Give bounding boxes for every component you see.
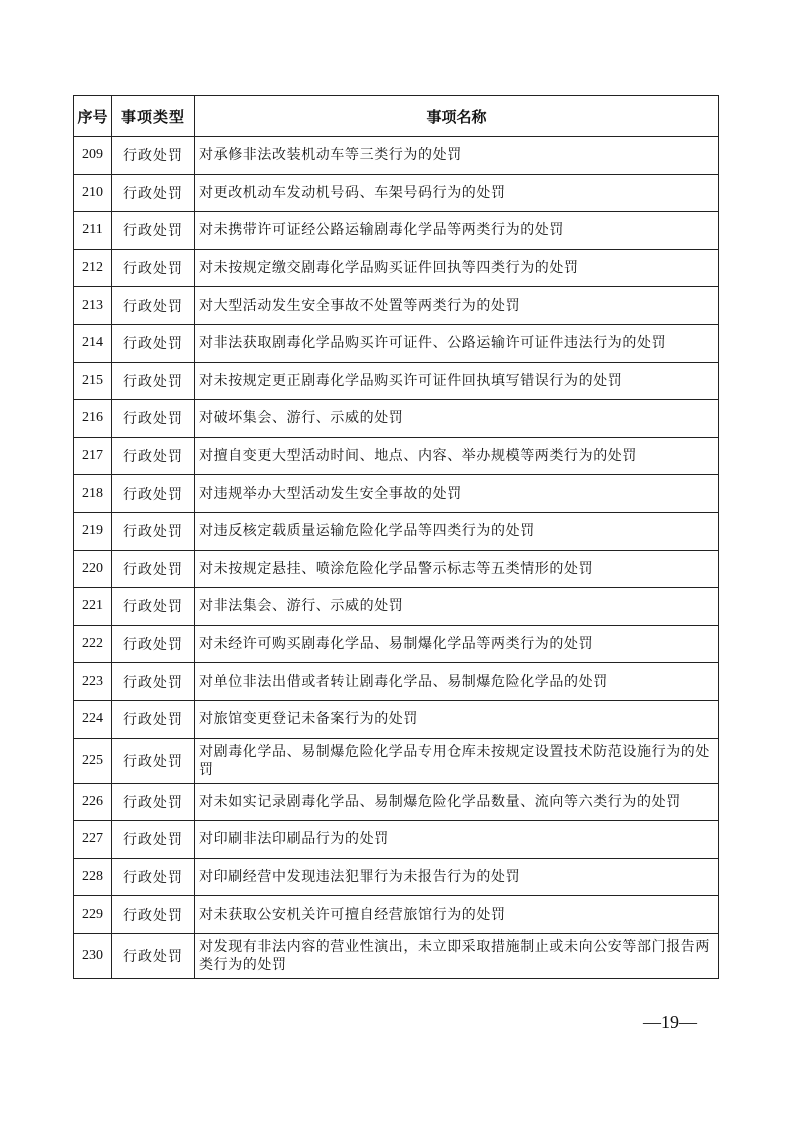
table-row bbox=[74, 212, 719, 250]
table-row bbox=[74, 933, 719, 978]
table-row bbox=[74, 783, 719, 821]
cell-type: 行政处罚 bbox=[112, 550, 195, 588]
cell-type: 行政处罚 bbox=[112, 896, 195, 934]
cell-name: 对违反核定载质量运输危险化学品等四类行为的处罚 bbox=[195, 512, 719, 550]
cell-type: 行政处罚 bbox=[112, 475, 195, 513]
cell-no: 230 bbox=[74, 933, 112, 978]
cell-name: 对未按规定缴交剧毒化学品购买证件回执等四类行为的处罚 bbox=[195, 249, 719, 287]
table-row bbox=[74, 821, 719, 859]
cell-name: 对未经许可购买剧毒化学品、易制爆化学品等两类行为的处罚 bbox=[195, 625, 719, 663]
table-row bbox=[74, 475, 719, 513]
cell-no: 227 bbox=[74, 821, 112, 859]
table-row bbox=[74, 174, 719, 212]
table-row bbox=[74, 400, 719, 438]
cell-no: 228 bbox=[74, 858, 112, 896]
table-header-row bbox=[74, 96, 719, 137]
cell-name: 对单位非法出借或者转让剧毒化学品、易制爆危险化学品的处罚 bbox=[195, 663, 719, 701]
cell-no: 209 bbox=[74, 137, 112, 175]
table-row bbox=[74, 588, 719, 626]
cell-name: 对印刷非法印刷品行为的处罚 bbox=[195, 821, 719, 859]
cell-type: 行政处罚 bbox=[112, 437, 195, 475]
cell-type: 行政处罚 bbox=[112, 287, 195, 325]
cell-name: 对印刷经营中发现违法犯罪行为未报告行为的处罚 bbox=[195, 858, 719, 896]
table-row bbox=[74, 700, 719, 738]
cell-no: 218 bbox=[74, 475, 112, 513]
table-row bbox=[74, 137, 719, 175]
cell-name: 对非法集会、游行、示威的处罚 bbox=[195, 588, 719, 626]
table-body bbox=[74, 137, 719, 979]
table-row bbox=[74, 858, 719, 896]
cell-type: 行政处罚 bbox=[112, 212, 195, 250]
cell-type: 行政处罚 bbox=[112, 324, 195, 362]
table-row bbox=[74, 287, 719, 325]
cell-name: 对大型活动发生安全事故不处置等两类行为的处罚 bbox=[195, 287, 719, 325]
cell-name: 对违规举办大型活动发生安全事故的处罚 bbox=[195, 475, 719, 513]
cell-type: 行政处罚 bbox=[112, 663, 195, 701]
cell-type: 行政处罚 bbox=[112, 512, 195, 550]
cell-no: 219 bbox=[74, 512, 112, 550]
cell-type: 行政处罚 bbox=[112, 783, 195, 821]
cell-no: 224 bbox=[74, 700, 112, 738]
table-row bbox=[74, 512, 719, 550]
cell-name: 对未按规定更正剧毒化学品购买许可证件回执填写错误行为的处罚 bbox=[195, 362, 719, 400]
cell-no: 211 bbox=[74, 212, 112, 250]
cell-type: 行政处罚 bbox=[112, 362, 195, 400]
table-row bbox=[74, 437, 719, 475]
cell-no: 226 bbox=[74, 783, 112, 821]
cell-no: 214 bbox=[74, 324, 112, 362]
cell-name: 对更改机动车发动机号码、车架号码行为的处罚 bbox=[195, 174, 719, 212]
cell-no: 210 bbox=[74, 174, 112, 212]
items-table bbox=[73, 95, 719, 979]
cell-no: 213 bbox=[74, 287, 112, 325]
cell-no: 225 bbox=[74, 738, 112, 783]
cell-name: 对未如实记录剧毒化学品、易制爆危险化学品数量、流向等六类行为的处罚 bbox=[195, 783, 719, 821]
cell-name: 对未获取公安机关许可擅自经营旅馆行为的处罚 bbox=[195, 896, 719, 934]
cell-name: 对擅自变更大型活动时间、地点、内容、举办规模等两类行为的处罚 bbox=[195, 437, 719, 475]
cell-no: 212 bbox=[74, 249, 112, 287]
cell-no: 216 bbox=[74, 400, 112, 438]
cell-name: 对剧毒化学品、易制爆危险化学品专用仓库未按规定设置技术防范设施行为的处罚 bbox=[195, 738, 719, 783]
table-row bbox=[74, 738, 719, 783]
cell-no: 221 bbox=[74, 588, 112, 626]
page-number: —19— bbox=[643, 1012, 697, 1032]
cell-name: 对旅馆变更登记未备案行为的处罚 bbox=[195, 700, 719, 738]
table-row bbox=[74, 625, 719, 663]
table-row bbox=[74, 362, 719, 400]
cell-name: 对未携带许可证经公路运输剧毒化学品等两类行为的处罚 bbox=[195, 212, 719, 250]
cell-no: 229 bbox=[74, 896, 112, 934]
cell-type: 行政处罚 bbox=[112, 821, 195, 859]
cell-name: 对非法获取剧毒化学品购买许可证件、公路运输许可证件违法行为的处罚 bbox=[195, 324, 719, 362]
cell-no: 222 bbox=[74, 625, 112, 663]
cell-type: 行政处罚 bbox=[112, 588, 195, 626]
cell-no: 215 bbox=[74, 362, 112, 400]
cell-type: 行政处罚 bbox=[112, 400, 195, 438]
cell-name: 对发现有非法内容的营业性演出，未立即采取措施制止或未向公安等部门报告两类行为的处罚 bbox=[195, 933, 719, 978]
table-row bbox=[74, 249, 719, 287]
table-row bbox=[74, 663, 719, 701]
header-type: 事项类型 bbox=[112, 96, 195, 137]
cell-type: 行政处罚 bbox=[112, 249, 195, 287]
cell-type: 行政处罚 bbox=[112, 700, 195, 738]
table-row bbox=[74, 896, 719, 934]
table-row bbox=[74, 550, 719, 588]
cell-no: 217 bbox=[74, 437, 112, 475]
header-no: 序号 bbox=[74, 96, 112, 137]
cell-type: 行政处罚 bbox=[112, 137, 195, 175]
cell-type: 行政处罚 bbox=[112, 858, 195, 896]
table-row bbox=[74, 324, 719, 362]
cell-type: 行政处罚 bbox=[112, 625, 195, 663]
cell-name: 对破坏集会、游行、示威的处罚 bbox=[195, 400, 719, 438]
header-name: 事项名称 bbox=[195, 96, 719, 137]
cell-type: 行政处罚 bbox=[112, 933, 195, 978]
cell-type: 行政处罚 bbox=[112, 738, 195, 783]
cell-name: 对未按规定悬挂、喷涂危险化学品警示标志等五类情形的处罚 bbox=[195, 550, 719, 588]
cell-no: 220 bbox=[74, 550, 112, 588]
cell-type: 行政处罚 bbox=[112, 174, 195, 212]
cell-no: 223 bbox=[74, 663, 112, 701]
cell-name: 对承修非法改装机动车等三类行为的处罚 bbox=[195, 137, 719, 175]
